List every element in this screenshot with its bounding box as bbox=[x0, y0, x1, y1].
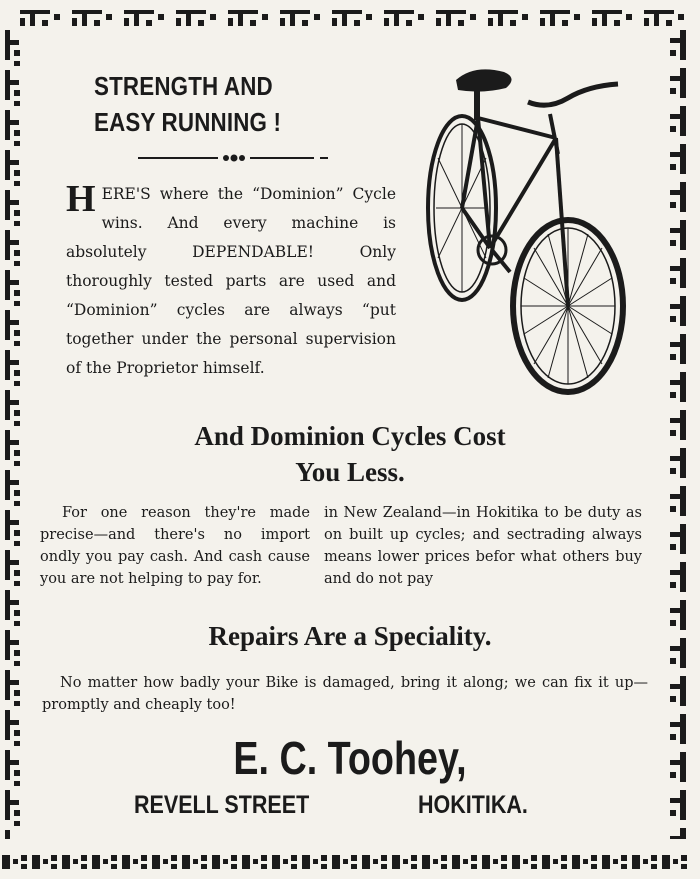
border-pattern-right bbox=[666, 28, 692, 839]
border-pattern-left bbox=[2, 28, 24, 839]
cost-heading-line-2: You Less. bbox=[295, 457, 405, 487]
repairs-body: No matter how badly your Bike is damaged, bring it along; we can fix it up—promptly and cheaply too! bbox=[42, 675, 648, 713]
ornamental-border-top bbox=[18, 6, 688, 28]
bicycle-illustration bbox=[418, 58, 630, 398]
address-street: REVELL STREET bbox=[134, 791, 310, 819]
cost-heading-line-1: And Dominion Cycles Cost bbox=[194, 421, 506, 451]
intro-text: ERE'S where the “Dominion” Cycle wins. And every machine is absolutely DEPENDABLE! Only thoroughly tested parts are used and “Dominion” cycles are always “put together under the personal supervision of the Proprietor himself. bbox=[66, 185, 396, 377]
cost-body-column-2: in New Zealand—in Hokitika to be duty as on built up cycles; and sectrading always means lower prices befor what others buy and do not pay bbox=[324, 505, 642, 587]
drop-cap: H bbox=[66, 178, 96, 220]
cost-heading bbox=[40, 418, 660, 490]
proprietor-name: E. C. Toohey, bbox=[233, 732, 467, 784]
ornamental-border-bottom bbox=[0, 851, 688, 873]
headline bbox=[94, 68, 369, 140]
headline-line-1: STRENGTH AND bbox=[94, 71, 273, 101]
ornamental-border-right bbox=[666, 28, 692, 839]
repairs-heading: Repairs Are a Speciality. bbox=[208, 621, 492, 651]
address-town: HOKITIKA. bbox=[418, 791, 528, 819]
cost-body-column-1: For one reason they're made precise—and there's no import ondly you pay cash. And cash cause you are not helping to pay for. bbox=[40, 505, 310, 587]
ornamental-border-left bbox=[2, 28, 24, 839]
border-pattern-bottom bbox=[0, 851, 688, 873]
headline-line-2: EASY RUNNING ! bbox=[94, 107, 282, 137]
border-pattern-top bbox=[18, 6, 688, 28]
ornamental-divider bbox=[138, 152, 328, 164]
intro-paragraph bbox=[66, 180, 396, 383]
